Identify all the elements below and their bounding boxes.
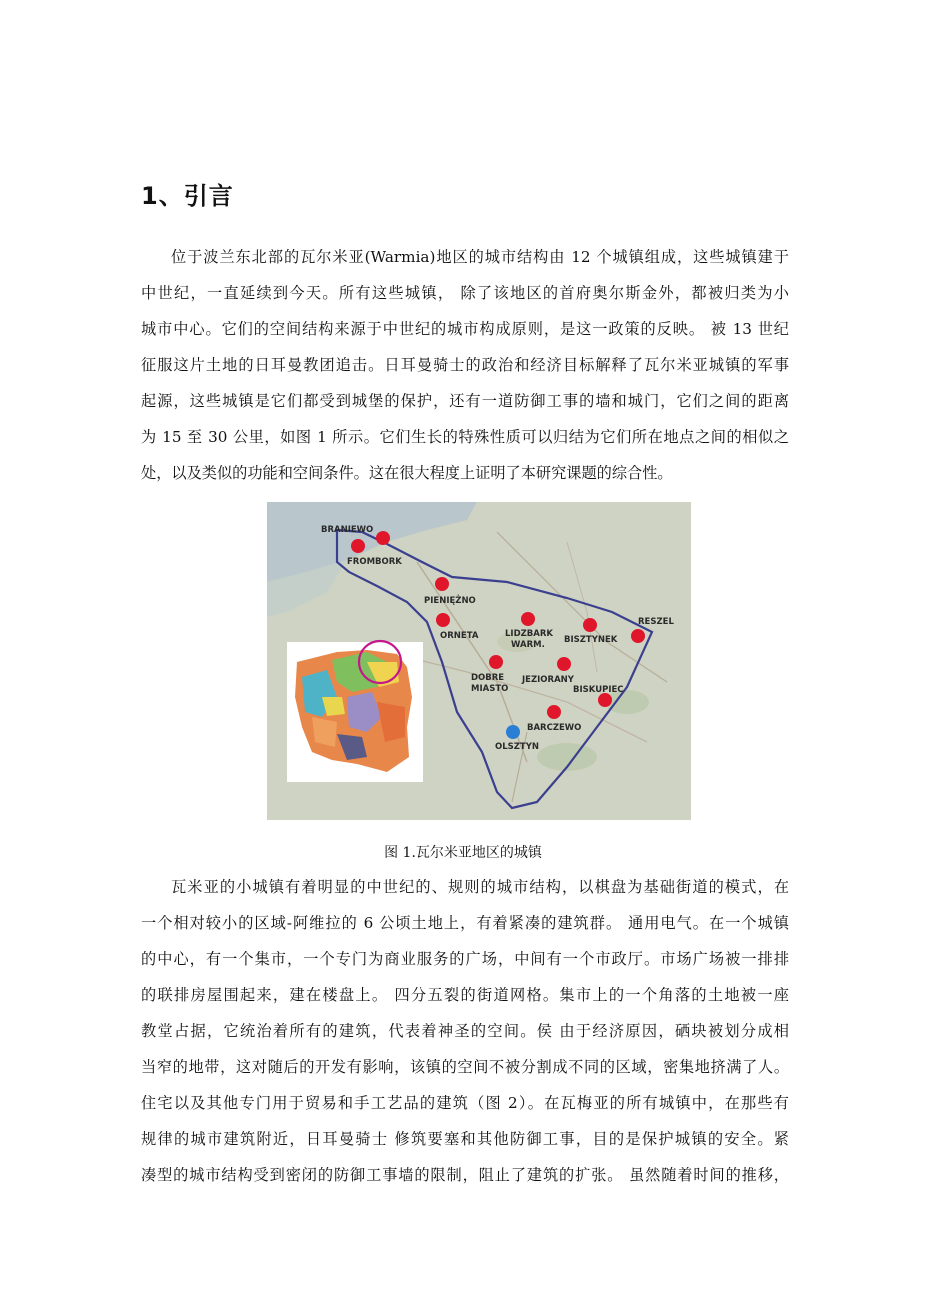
warmia-map-figure: [267, 502, 691, 820]
town-label: BARCZEWO: [527, 723, 582, 733]
town-label: JEZIORANY: [522, 675, 574, 685]
town-label: DOBRE: [471, 673, 505, 683]
paragraph-line: 住宅以及其他专门用于贸易和手工艺品的建筑（图 2）。在瓦梅亚的所有城镇中，在那些有: [141, 1094, 789, 1112]
paragraph-line: 的联排房屋围起来，建在楼盘上。 四分五裂的街道网格。集市上的一个角落的土地被一座: [141, 986, 789, 1004]
paragraph-line: 凑型的城市结构受到密闭的防御工事墙的限制，阻止了建筑的扩张。 虽然随着时间的推移，: [141, 1166, 789, 1184]
town-marker-olsztyn: [506, 725, 520, 739]
town-marker-dobre-miasto: [489, 655, 503, 669]
intro-paragraph: [141, 239, 789, 491]
town-marker-braniewo: [351, 539, 365, 553]
section-heading: 1、引言: [141, 182, 234, 210]
paragraph-line: 位于波兰东北部的瓦尔米亚(Warmia)地区的城市结构由 12 个城镇组成，这些城镇建于: [171, 248, 789, 266]
paragraph-line: 征服这片土地的日耳曼教团追击。日耳曼骑士的政治和经济目标解释了瓦尔米亚城镇的军事: [141, 356, 789, 374]
town-marker-lidzbark: [521, 612, 535, 626]
town-label: BISKUPIEC: [573, 685, 624, 695]
town-label: BISZTYNEK: [564, 635, 618, 645]
town-marker-frombork: [376, 531, 390, 545]
paragraph-line: 瓦米亚的小城镇有着明显的中世纪的、规则的城市结构，以棋盘为基础街道的模式，在: [171, 878, 789, 896]
town-marker-bisztynek: [583, 618, 597, 632]
town-label: PIENIĘŻNO: [424, 596, 476, 606]
town-marker-jeziorany: [557, 657, 571, 671]
town-label: BRANIEWO: [321, 525, 374, 535]
town-marker-reszel: [631, 629, 645, 643]
town-label: WARM.: [511, 640, 545, 650]
paragraph-line: 起源，这些城镇是它们都受到城堡的保护，还有一道防御工事的墙和城门，它们之间的距离: [141, 392, 789, 410]
town-label: ORNETA: [440, 631, 479, 641]
paragraph-line: 中世纪，一直延续到今天。所有这些城镇， 除了该地区的首府奥尔斯金外，都被归类为小: [141, 284, 789, 302]
map-image: [267, 502, 691, 820]
paragraph-line: 的中心，有一个集市，一个专门为商业服务的广场，中间有一个市政厅。市场广场被一排排: [141, 950, 789, 968]
town-label: OLSZTYN: [495, 742, 539, 752]
town-marker-pieniezno: [435, 577, 449, 591]
paragraph-line: 当窄的地带，这对随后的开发有影响，该镇的空间不被分割成不同的区域，密集地挤满了人。: [141, 1058, 789, 1076]
paragraph-line: 规律的城市建筑附近，日耳曼骑士 修筑要塞和其他防御工事，目的是保护城镇的安全。紧: [141, 1130, 789, 1148]
paragraph-line: 城市中心。它们的空间结构来源于中世纪的城市构成原则，是这一政策的反映。 被 13 世纪: [141, 320, 789, 338]
town-marker-barczewo: [547, 705, 561, 719]
paragraph-line: 教堂占据，它统治着所有的建筑，代表着神圣的空间。侯 由于经济原因，硒块被划分成相: [141, 1022, 789, 1040]
paragraph-line: 处，以及类似的功能和空间条件。这在很大程度上证明了本研究课题的综合性。: [141, 464, 673, 482]
town-label: RESZEL: [638, 617, 674, 627]
body-paragraph: [141, 869, 789, 1193]
paragraph-line: 一个相对较小的区域-阿维拉的 6 公顷土地上，有着紧凑的建筑群。 通用电气。在一个城镇: [141, 914, 789, 932]
town-marker-biskupiec: [598, 693, 612, 707]
town-label: FROMBORK: [347, 557, 402, 567]
town-label: LIDZBARK: [505, 629, 553, 639]
poland-inset-map: [287, 641, 423, 782]
paragraph-line: 为 15 至 30 公里，如图 1 所示。它们生长的特殊性质可以归结为它们所在地点之间的相似之: [141, 428, 789, 446]
town-marker-orneta: [436, 613, 450, 627]
town-label: MIASTO: [471, 684, 509, 694]
figure-caption: 图 1.瓦尔米亚地区的城镇: [384, 845, 542, 861]
